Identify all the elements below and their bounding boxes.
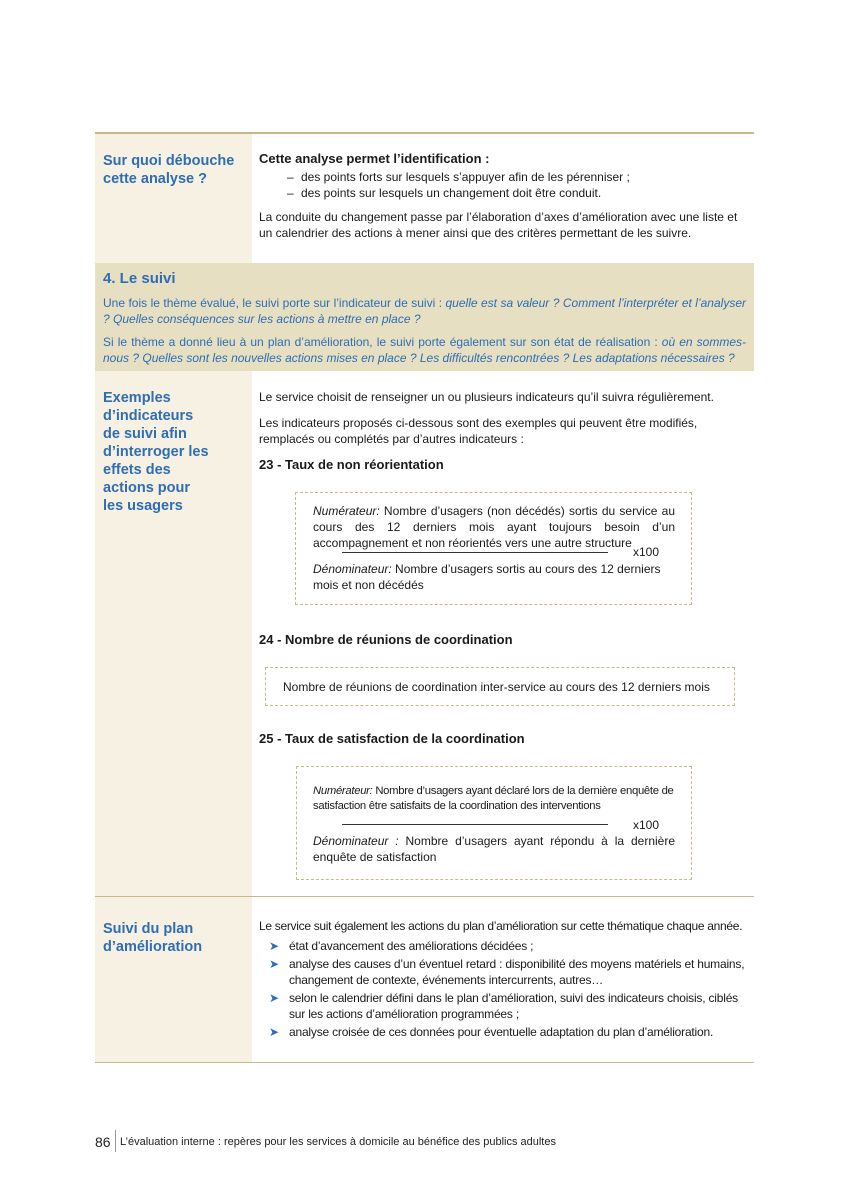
numerator-text: Nombre d’usagers (non décédés) sortis du service au cours des 12 derniers mois ayant toujours besoin d’un accompagnement et non réorientés vers une autre structure: [313, 504, 675, 550]
denominator-label: Dénominateur:: [313, 562, 392, 576]
suivi-paragraph-1: [103, 295, 746, 327]
fraction-line: [342, 824, 608, 825]
section3-label: Exemples d’indicateurs de suivi afin d’interroger les effets des actions pour les usagers: [103, 390, 209, 514]
factor: x100: [633, 818, 660, 832]
fraction-line: [342, 552, 608, 553]
arrow-right-icon: ➤: [269, 957, 279, 971]
suivi-paragraph-2: [103, 334, 746, 366]
denominator-text: Nombre d’usagers ayant répondu à la dernière enquête de satisfaction: [313, 834, 676, 864]
indicator-24-text: Nombre de réunions de coordination inter-service au cours des 12 derniers mois: [283, 680, 710, 694]
indicator-25-denominator: [313, 833, 675, 865]
indicator-24-title: 24 - Nombre de réunions de coordination: [259, 632, 513, 647]
indicator-25-title: 25 - Taux de satisfaction de la coordination: [259, 731, 525, 746]
section4-list: [263, 938, 749, 1042]
indicator-23-numerator: [313, 503, 675, 551]
numerator-label: Numérateur:: [313, 504, 380, 518]
list-item: ➤ analyse des causes d’un éventuel retard : disponibilité des moyens matériels et humains, changement de contexte, événements intercurrents, autres…: [269, 957, 745, 987]
arrow-right-icon: ➤: [269, 939, 279, 953]
list-item: – des points sur lesquels un changement doit être conduit.: [287, 185, 749, 201]
section1-paragraph: La conduite du changement passe par l’élaboration d’axes d’amélioration avec une liste et un calendrier des actions à mener ainsi que des critères permettant de les suivre.: [259, 210, 738, 240]
section1-content: [259, 151, 749, 241]
section4-intro: Le service suit également les actions du plan d’amélioration sur cette thématique chaque année.: [259, 919, 743, 933]
arrow-right-icon: ➤: [269, 991, 279, 1005]
section1-heading: Cette analyse permet l’identification :: [259, 151, 490, 166]
indicator-23-denominator: [313, 561, 675, 593]
section1-label: Sur quoi débouche cette analyse ?: [103, 153, 235, 187]
list-item: ➤ selon le calendrier défini dans le plan d’amélioration, suivi des indicateurs choisis, ciblés sur les actions d’amélioration programmées ;: [269, 991, 738, 1021]
list-item: ➤ analyse croisée de ces données pour éventuelle adaptation du plan d’amélioration.: [269, 1025, 714, 1039]
suivi-p1-plain: Une fois le thème évalué, le suivi porte sur l’indicateur de suivi :: [103, 296, 446, 310]
denominator-label: Dénominateur :: [313, 834, 399, 848]
list-item: ➤ état d’avancement des améliorations décidées ;: [269, 939, 534, 953]
denominator-text: Nombre d’usagers sortis au cours des 12 derniers mois et non décédés: [313, 562, 661, 592]
footer-divider: [115, 1130, 116, 1152]
indicator-23-title: 23 - Taux de non réorientation: [259, 457, 444, 472]
page-number: 86: [95, 1134, 111, 1150]
arrow-right-icon: ➤: [269, 1025, 279, 1039]
section3-intro-1: Le service choisit de renseigner un ou plusieurs indicateurs qu’il suivra régulièrement.: [259, 390, 714, 404]
section1-list: [259, 169, 749, 201]
footer-text: L’évaluation interne : repères pour les services à domicile au bénéfice des publics adultes: [120, 1136, 556, 1148]
suivi-p1-italic: quelle est sa valeur ? Comment l’interpréter et l’analyser ? Quelles conséquences sur les actions à mettre en place ?: [103, 296, 746, 326]
numerator-text: Nombre d’usagers ayant déclaré lors de la dernière enquête de satisfaction être satisfaits de la coordination des interventions: [313, 785, 674, 812]
bottom-rule: [95, 1062, 754, 1063]
numerator-label: Numérateur:: [313, 785, 373, 797]
list-item: – des points forts sur lesquels s’appuyer afin de les pérenniser ;: [287, 169, 749, 185]
section3-intro-2: Les indicateurs proposés ci-dessous sont des exemples qui peuvent être modifiés, remplacés ou complétés par d’autres indicateurs :: [259, 416, 698, 446]
suivi-p2-plain: Si le thème a donné lieu à un plan d’amélioration, le suivi porte également sur son état de réalisation :: [103, 335, 662, 349]
indicator-25-numerator: [313, 784, 675, 814]
suivi-title: 4. Le suivi: [103, 270, 176, 287]
section4-label: Suivi du plan d’amélioration: [103, 921, 203, 955]
suivi-p2-italic: où en sommes-nous ? Quelles sont les nouvelles actions mises en place ? Les difficultés rencontrées ? Les adaptations nécessaires ?: [103, 335, 746, 365]
factor: x100: [633, 545, 660, 559]
